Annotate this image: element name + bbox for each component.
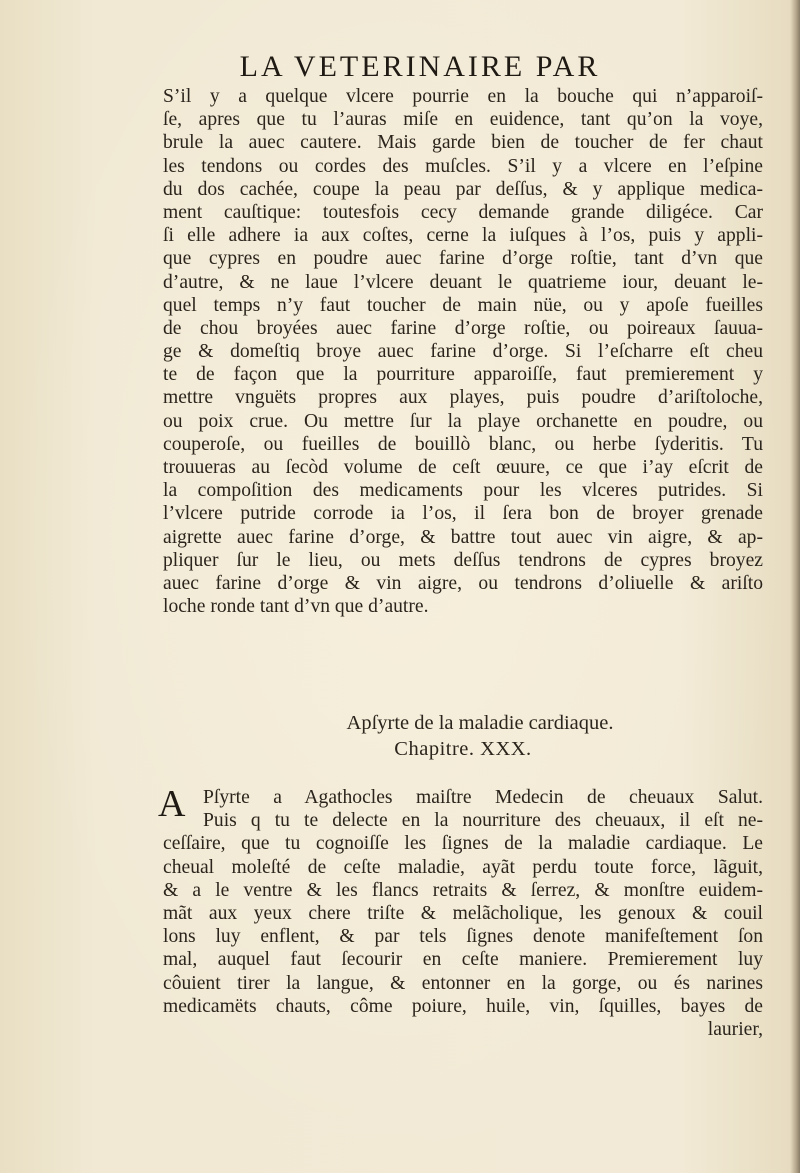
paragraph-ulcers	[163, 85, 763, 618]
text-line: que cypres en poudre auec farine d’orge roſtie, tant d’vn que	[163, 248, 763, 270]
text-line: ceſſaire, que tu cognoiſſe les ſignes de la maladie cardiaque. Le	[163, 833, 763, 855]
text-line: S’il y a quelque vlcere pourrie en la bouche qui n’apparoiſ-	[163, 86, 763, 107]
text-line: mettre vnguëts propres aux playes, puis poudre d’ariſtoloche,	[163, 387, 763, 409]
text-line: medicamëts chauts, côme poiure, huile, vin, ſquilles, bayes de	[163, 995, 763, 1017]
text-line: du dos cachée, coupe la peau par deſſus, & y applique medica-	[163, 178, 763, 200]
text-line: l’vlcere putride corrode ia l’os, il ſera bon de broyer grenade	[163, 503, 763, 525]
text-line: & a le ventre & les flancs retraits & ſerrez, & monſtre euidem-	[163, 879, 763, 901]
drop-capital: A	[158, 783, 186, 825]
text-line: loche ronde tant d’vn que d’autre.	[163, 596, 429, 618]
text-line: les tendons ou cordes des muſcles. S’il y a vlcere en l’eſpine	[163, 155, 763, 177]
text-line: ou poix crue. Ou mettre ſur la playe orchanette en poudre, ou	[163, 410, 763, 432]
text-line: ſi elle adhere ia aux coſtes, cerne la iuſques à l’os, puis y appli-	[163, 225, 763, 247]
text-line: côuient tirer la langue, & entonner en la gorge, ou és narines	[163, 972, 763, 994]
text-line: ge & domeſtiq broye auec farine d’orge. Si l’eſcharre eſt cheu	[163, 341, 763, 363]
text-line: ment cauſtique: toutesfois cecy demande grande diligéce. Car	[163, 201, 763, 223]
text-line: la compoſition des medicaments pour les vlceres putrides. Si	[163, 480, 763, 502]
text-line: lons luy enflent, & par tels ſignes denote manifeſtement ſon	[163, 926, 763, 948]
paragraph-cardiac	[163, 786, 763, 1041]
text-line: couperoſe, ou fueilles de bouillò blanc, ou herbe ſyderitis. Tu	[163, 433, 763, 455]
text-line: pliquer ſur le lieu, ou mets deſſus tendrons de cypres broyez	[163, 549, 763, 571]
catchword: laurier,	[707, 1018, 763, 1040]
text-line: Puis q tu te delecte en la nourriture des cheuaux, il eſt ne-	[203, 810, 763, 832]
page-binding-edge	[790, 0, 800, 1173]
text-line: te de façon que la pourriture apparoiſſe, faut premierement y	[163, 364, 763, 386]
section-title: Apſyrte de la maladie cardiaque.	[346, 712, 614, 734]
text-line: trouueras au ſecòd volume de ceſt œuure, ce que i’ay eſcrit de	[163, 457, 763, 478]
chapter-heading: Chapitre. XXX.	[394, 738, 532, 760]
text-line: Pſyrte a Agathocles maiſtre Medecin de cheuaux Salut.	[203, 787, 763, 808]
text-line: cheual moleſté de ceſte maladie, ayãt perdu toute force, lãguit,	[163, 856, 763, 878]
text-line: de chou broyées auec farine d’orge roſtie, ou poireaux ſauua-	[163, 317, 763, 339]
text-line: auec farine d’orge & vin aigre, ou tendrons d’oliuelle & ariſto	[163, 572, 763, 594]
text-line: ſe, apres que tu l’auras miſe en euidence, tant qu’on la voye,	[163, 109, 763, 131]
text-line: quel temps n’y faut toucher de main nüe, ou y apoſe fueilles	[163, 294, 763, 316]
text-line: mãt aux yeux chere triſte & melãcholique, les genoux & couil	[163, 902, 763, 924]
text-line: mal, auquel faut ſecourir en ceſte maniere. Premierement luy	[163, 949, 763, 971]
running-head: LA VETERINAIRE PAR	[239, 50, 601, 83]
text-line: brule la auec cautere. Mais garde bien de toucher de fer chaut	[163, 132, 763, 154]
text-line: d’autre, & ne laue l’vlcere deuant le quatrieme iour, deuant le-	[163, 271, 763, 293]
text-line: aigrette auec farine d’orge, & battre tout auec vin aigre, & ap-	[163, 526, 763, 548]
